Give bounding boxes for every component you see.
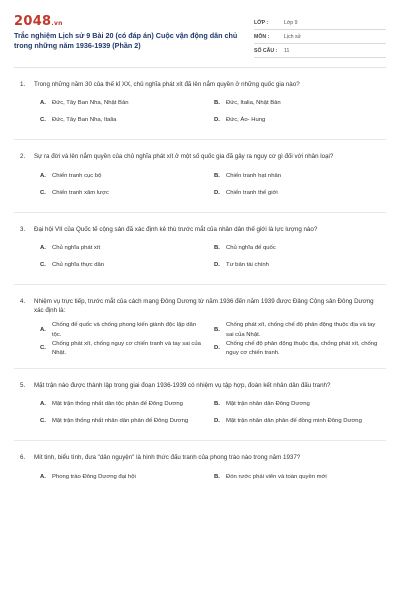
question-divider — [14, 284, 386, 285]
option-text: Chiến tranh cục bộ — [52, 172, 102, 179]
option-c[interactable] — [40, 413, 212, 430]
option-text: Mặt trận thống nhất dân tộc phản đế Đông Dương — [52, 401, 183, 408]
option-letter: D. — [214, 117, 220, 124]
option-a[interactable] — [40, 396, 212, 413]
question-1 — [14, 80, 386, 129]
meta-table — [254, 16, 386, 58]
option-letter: B. — [214, 100, 220, 107]
option-letter: B. — [214, 401, 220, 408]
question-head — [14, 297, 386, 316]
option-text: Chiến tranh thế giới — [226, 189, 278, 196]
question-list — [14, 68, 386, 486]
option-a[interactable] — [40, 240, 212, 257]
question-number: 6. — [20, 454, 26, 462]
question-number: 5. — [20, 382, 26, 390]
option-grid — [14, 321, 386, 358]
logo-text: 2048 — [14, 14, 52, 29]
option-letter: B. — [214, 327, 220, 334]
option-text: Chống phát xít, chống chế độ phản động thuộc địa và tay sai của Nhật. — [226, 322, 376, 338]
option-letter: A. — [40, 244, 46, 251]
option-letter: A. — [40, 473, 46, 480]
meta-key: LỚP : — [254, 19, 269, 26]
option-letter: A. — [40, 172, 46, 179]
logo-suffix: .vn — [51, 20, 63, 27]
option-text: Mặt trận nhân dân phản đế đồng minh Đông Dương — [226, 418, 362, 425]
option-text: Chống chế độ phản động thuộc địa, chống phát xít, chống nguy cơ chiến tranh. — [226, 340, 378, 356]
meta-key: SỐ CÂU : — [254, 47, 278, 54]
question-number: 1. — [20, 81, 26, 88]
question-4 — [14, 297, 386, 358]
meta-key: MÔN : — [254, 33, 270, 40]
option-b[interactable] — [214, 240, 386, 257]
option-text: Mặt trận thống nhất nhân dân phản đế Đông Dương — [52, 418, 189, 425]
option-d[interactable] — [214, 340, 386, 358]
option-text: Chủ nghĩa phát xít — [52, 244, 101, 251]
option-b[interactable] — [214, 321, 386, 339]
option-text: Chủ nghĩa thực dân — [52, 261, 105, 268]
option-c[interactable] — [40, 340, 212, 358]
option-a[interactable] — [40, 469, 212, 486]
option-d[interactable] — [214, 413, 386, 430]
option-a[interactable] — [40, 95, 212, 112]
option-letter: C. — [40, 261, 46, 268]
option-text: Chiến tranh hạt nhân — [226, 172, 282, 179]
question-divider — [14, 212, 386, 213]
option-letter: A. — [40, 401, 46, 408]
option-text: Đón rước phái viên và toàn quyền mới — [226, 473, 327, 480]
option-text: Đức, Tây Ban Nha, Italia — [52, 117, 117, 124]
meta-row-class — [254, 16, 386, 30]
option-a[interactable] — [40, 321, 212, 339]
option-letter: B. — [214, 244, 220, 251]
meta-row-subject — [254, 30, 386, 44]
option-grid — [14, 396, 386, 430]
option-text: Phong trào Đông Dương đại hội — [52, 473, 136, 480]
option-grid — [14, 469, 386, 486]
option-letter: D. — [214, 261, 220, 268]
question-text: Mặt trận nào được thành lập trong giai đoạn 1936-1939 có nhiệm vụ tập hợp, đoàn kết nhân dân đấu tranh? — [34, 382, 331, 390]
option-text: Chống phát xít, chống nguy cơ chiến tranh và tay sai của Nhật. — [52, 340, 201, 356]
option-c[interactable] — [40, 257, 212, 274]
option-b[interactable] — [214, 469, 386, 486]
question-head — [14, 152, 386, 161]
option-letter: D. — [214, 418, 220, 425]
option-grid — [14, 168, 386, 202]
option-text: Mặt trận nhân dân Đông Dương — [226, 401, 310, 408]
option-letter: B. — [214, 172, 220, 179]
option-c[interactable] — [40, 112, 212, 129]
option-d[interactable] — [214, 257, 386, 274]
question-3 — [14, 225, 386, 274]
question-text: Mít tinh, biểu tình, đưa "dân nguyện" là hình thức đấu tranh của phong trào nào trong năm 1937? — [34, 454, 301, 462]
meta-value: 11 — [284, 47, 290, 54]
option-letter: A. — [40, 327, 46, 334]
option-text: Chủ nghĩa đế quốc — [226, 244, 276, 251]
question-divider — [14, 440, 386, 441]
option-letter: C. — [40, 117, 46, 124]
question-number: 3. — [20, 225, 26, 233]
option-text: Chiến tranh xâm lược — [52, 189, 109, 196]
option-text: Chống đế quốc và chống phong kiến giành độc lập dân tộc. — [52, 322, 197, 338]
question-divider — [14, 139, 386, 140]
question-5 — [14, 381, 386, 430]
option-grid — [14, 240, 386, 274]
option-text: Đức, Tây Ban Nha, Nhật Bản — [52, 100, 129, 107]
option-b[interactable] — [214, 95, 386, 112]
question-text: Đại hội VII của Quốc tế cộng sản đã xác định kẻ thù trước mắt của nhân dân thế giới là lực lượng nào? — [34, 225, 318, 233]
meta-value: Lớp 9 — [284, 19, 298, 26]
question-number: 2. — [20, 153, 26, 161]
option-b[interactable] — [214, 396, 386, 413]
option-letter: C. — [40, 345, 46, 352]
option-d[interactable] — [214, 185, 386, 202]
question-divider — [14, 368, 386, 369]
question-6 — [14, 453, 386, 485]
option-text: Tư bản tài chính — [226, 261, 269, 268]
question-text: Nhiệm vụ trực tiếp, trước mắt của cách mạng Đông Dương từ năm 1936 đến năm 1939 được Đảng Cộng sản Đông Dương xác định là: — [34, 297, 374, 315]
option-letter: A. — [40, 100, 46, 107]
option-grid — [14, 95, 386, 129]
header — [14, 0, 386, 58]
question-head — [14, 80, 386, 89]
site-logo[interactable] — [14, 14, 239, 29]
option-c[interactable] — [40, 185, 212, 202]
question-number: 4. — [20, 297, 26, 305]
brand-block — [14, 14, 239, 50]
option-letter: C. — [40, 189, 46, 196]
question-head — [14, 453, 386, 462]
meta-row-count — [254, 44, 386, 58]
question-2 — [14, 152, 386, 201]
option-a[interactable] — [40, 168, 212, 185]
question-text: Trong những năm 30 của thế kỉ XX, chủ nghĩa phát xít đã lên nắm quyền ở những quốc gia nào? — [34, 81, 300, 88]
meta-value: Lịch sử — [284, 33, 302, 40]
question-text: Sự ra đời và lên nắm quyền của chủ nghĩa phát xít ở một số quốc gia đã gây ra nguy cơ gì đối với nhân loại? — [34, 153, 334, 161]
document-title: Trắc nghiệm Lịch sử 9 Bài 20 (có đáp án) Cuộc vận động dân chủ trong những năm 1936-1939 (Phần 2) — [14, 31, 238, 50]
question-head — [14, 381, 386, 390]
option-letter: D. — [214, 345, 220, 352]
option-letter: C. — [40, 418, 46, 425]
option-text: Đức, Áo- Hung — [226, 117, 266, 124]
question-head — [14, 225, 386, 234]
option-text: Đức, Italia, Nhật Bản — [226, 100, 281, 107]
option-d[interactable] — [214, 112, 386, 129]
option-letter: D. — [214, 189, 220, 196]
option-letter: B. — [214, 473, 220, 480]
option-b[interactable] — [214, 168, 386, 185]
